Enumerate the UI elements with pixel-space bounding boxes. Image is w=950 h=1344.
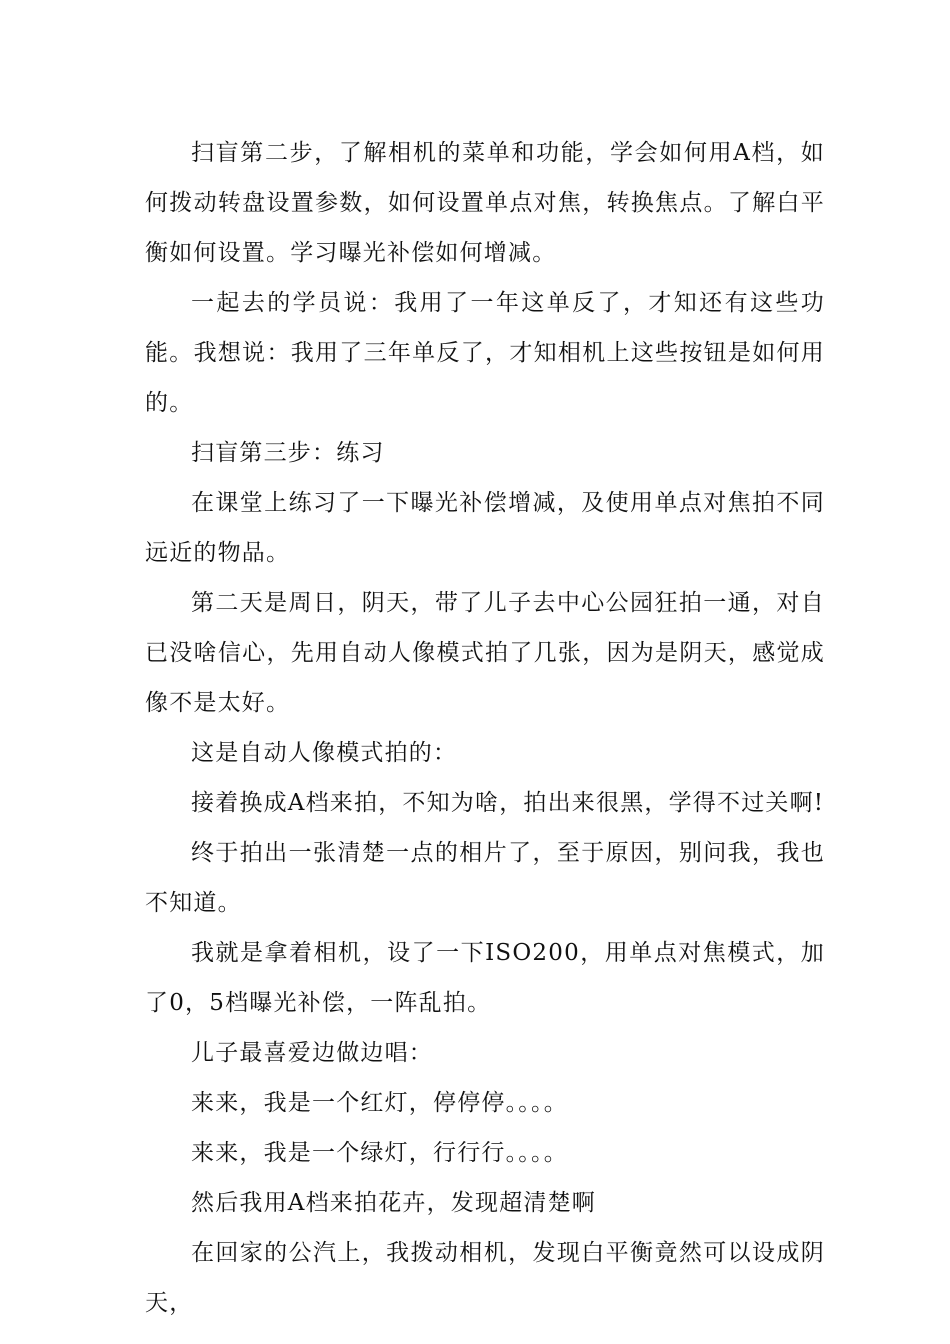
paragraph-13: 然后我用A档来拍花卉，发现超清楚啊 [191,1190,597,1216]
document-body [145,128,825,1328]
paragraph-7: 接着换成A档来拍，不知为啥，拍出来很黑，学得不过关啊! [191,790,825,816]
paragraph-6: 这是自动人像模式拍的： [191,740,458,766]
paragraph-1: 扫盲第二步，了解相机的菜单和功能，学会如何用A档，如何拨动转盘设置参数，如何设置单点对焦，转换焦点。了解白平衡如何设置。学习曝光补偿如何增减。 [145,140,825,266]
paragraph-11: 来来，我是一个红灯，停停停。。。。 [191,1090,568,1116]
paragraph-5: 第二天是周日，阴天，带了儿子去中心公园狂拍一通，对自已没啥信心，先用自动人像模式拍了几张，因为是阴天，感觉成像不是太好。 [145,590,825,716]
paragraph-12: 来来，我是一个绿灯，行行行。。。。 [191,1140,568,1166]
paragraph-8: 终于拍出一张清楚一点的相片了，至于原因，别问我，我也不知道。 [145,840,825,916]
paragraph-3: 扫盲第三步：练习 [191,440,385,466]
paragraph-4: 在课堂上练习了一下曝光补偿增减，及使用单点对焦拍不同远近的物品。 [145,490,825,566]
paragraph-10: 儿子最喜爱边做边唱： [191,1040,433,1066]
paragraph-2: 一起去的学员说：我用了一年这单反了，才知还有这些功能。我想说：我用了三年单反了，才知相机上这些按钮是如何用的。 [145,290,825,416]
paragraph-9: 我就是拿着相机，设了一下ISO200，用单点对焦模式，加了0，5档曝光补偿，一阵乱拍。 [145,940,825,1016]
paragraph-14: 在回家的公汽上，我拨动相机，发现白平衡竟然可以设成阴天， [145,1240,825,1316]
